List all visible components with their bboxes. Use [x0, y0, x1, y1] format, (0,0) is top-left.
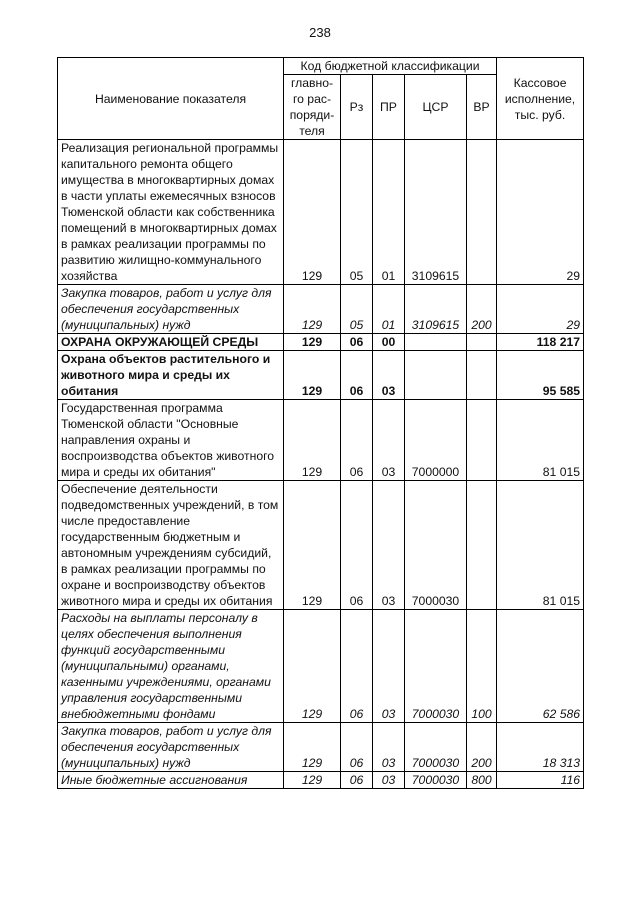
cell-rz: 06	[341, 481, 373, 610]
cell-name: Государственная программа Тюменской области "Основные направления охраны и воспроизводства объектов животного мира и среды их обитания"	[58, 400, 284, 481]
cell-rz: 06	[341, 334, 373, 351]
table-row	[58, 334, 584, 351]
cell-amount: 18 313	[497, 723, 584, 772]
header-name: Наименование показателя	[58, 58, 284, 140]
cell-amount: 29	[497, 285, 584, 334]
cell-rz: 05	[341, 285, 373, 334]
table-row	[58, 285, 584, 334]
cell-name: Закупка товаров, работ и услуг для обеспечения государственных (муниципальных) нужд	[58, 723, 284, 772]
cell-pr: 03	[373, 772, 405, 789]
cell-name: Иные бюджетные ассигнования	[58, 772, 284, 789]
cell-name: Расходы на выплаты персоналу в целях обеспечения выполнения функций государственными (муниципальными) органами, казенными учреждениями, органами управления государственными внебюджетными фондами	[58, 610, 284, 723]
cell-pr: 03	[373, 351, 405, 400]
cell-rz: 06	[341, 723, 373, 772]
cell-amount: 62 586	[497, 610, 584, 723]
cell-name: Реализация региональной программы капитального ремонта общего имущества в многоквартирных домах в части уплаты ежемесячных взносов Тюменской области как собственника помещений в многоквартирных домах в рамках реализации программы по развитию жилищно-коммунального хозяйства	[58, 140, 284, 285]
cell-pr: 03	[373, 481, 405, 610]
cell-vr	[467, 400, 497, 481]
cell-rz: 05	[341, 140, 373, 285]
cell-amount: 81 015	[497, 400, 584, 481]
cell-vr	[467, 481, 497, 610]
cell-name: ОХРАНА ОКРУЖАЮЩЕЙ СРЕДЫ	[58, 334, 284, 351]
cell-gr: 129	[284, 334, 341, 351]
cell-pr: 03	[373, 400, 405, 481]
cell-pr: 01	[373, 285, 405, 334]
cell-rz: 06	[341, 400, 373, 481]
header-csr: ЦСР	[405, 75, 467, 140]
cell-pr: 03	[373, 610, 405, 723]
cell-gr: 129	[284, 400, 341, 481]
cell-name: Обеспечение деятельности подведомственных учреждений, в том числе предоставление государственным бюджетным и автономным учреждениям субсидий, в рамках реализации программы по охране и воспроизводству объектов животного мира и среды их обитания	[58, 481, 284, 610]
cell-csr	[405, 351, 467, 400]
cell-vr: 800	[467, 772, 497, 789]
cell-name: Закупка товаров, работ и услуг для обеспечения государственных (муниципальных) нужд	[58, 285, 284, 334]
header-vr: ВР	[467, 75, 497, 140]
cell-amount: 81 015	[497, 481, 584, 610]
table-body	[58, 140, 584, 789]
cell-gr: 129	[284, 351, 341, 400]
cell-amount: 116	[497, 772, 584, 789]
cell-name: Охрана объектов растительного и животного мира и среды их обитания	[58, 351, 284, 400]
page-number: 238	[309, 25, 331, 40]
cell-csr: 3109615	[405, 285, 467, 334]
cell-amount: 29	[497, 140, 584, 285]
cell-gr: 129	[284, 285, 341, 334]
cell-gr: 129	[284, 723, 341, 772]
table-row	[58, 610, 584, 723]
cell-csr: 7000030	[405, 481, 467, 610]
budget-table	[57, 57, 584, 789]
header-code-group: Код бюджетной классификации	[284, 58, 497, 75]
cell-vr: 200	[467, 723, 497, 772]
table-header	[58, 58, 584, 140]
cell-csr	[405, 334, 467, 351]
table-row	[58, 351, 584, 400]
header-pr: ПР	[373, 75, 405, 140]
cell-csr: 7000030	[405, 723, 467, 772]
header-rz: Рз	[341, 75, 373, 140]
cell-gr: 129	[284, 481, 341, 610]
cell-csr: 7000030	[405, 772, 467, 789]
cell-pr: 00	[373, 334, 405, 351]
cell-vr	[467, 140, 497, 285]
header-amount: Кассовое исполнение, тыс. руб.	[497, 58, 584, 140]
table-row	[58, 140, 584, 285]
cell-csr: 7000030	[405, 610, 467, 723]
header-gr: главно-го рас-поряди-теля	[284, 75, 341, 140]
table-row	[58, 772, 584, 789]
cell-rz: 06	[341, 351, 373, 400]
cell-vr	[467, 334, 497, 351]
cell-rz: 06	[341, 772, 373, 789]
cell-amount: 118 217	[497, 334, 584, 351]
cell-gr: 129	[284, 140, 341, 285]
cell-gr: 129	[284, 610, 341, 723]
table-row	[58, 723, 584, 772]
cell-amount: 95 585	[497, 351, 584, 400]
table-row	[58, 481, 584, 610]
cell-csr: 3109615	[405, 140, 467, 285]
table-row	[58, 400, 584, 481]
cell-vr: 100	[467, 610, 497, 723]
cell-pr: 01	[373, 140, 405, 285]
cell-gr: 129	[284, 772, 341, 789]
cell-pr: 03	[373, 723, 405, 772]
cell-rz: 06	[341, 610, 373, 723]
cell-vr: 200	[467, 285, 497, 334]
cell-vr	[467, 351, 497, 400]
cell-csr: 7000000	[405, 400, 467, 481]
